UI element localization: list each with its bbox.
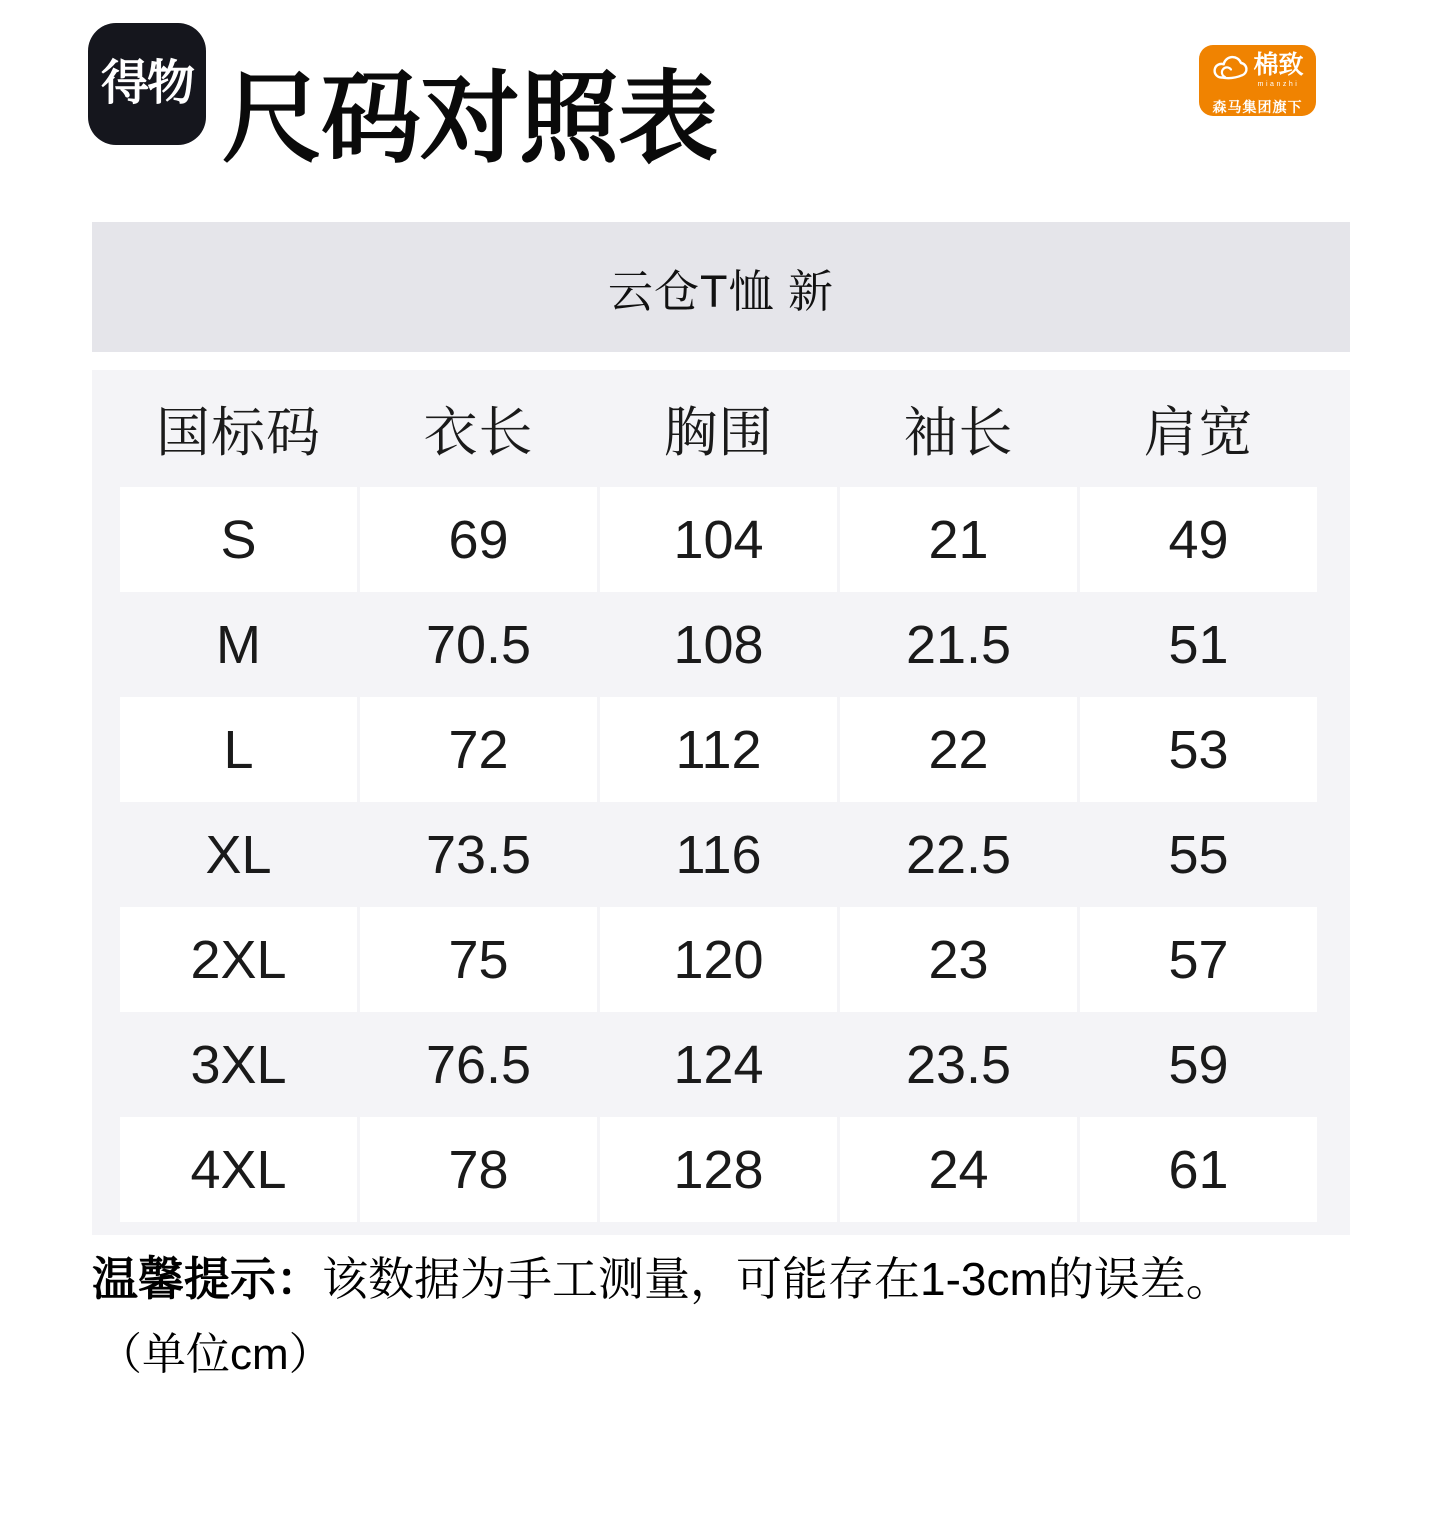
column-header-size: 国标码 <box>156 403 321 463</box>
brand-tagline: 森马集团旗下 <box>1212 99 1303 115</box>
size-table <box>92 370 1350 1235</box>
length-cell: 73.5 <box>425 824 532 885</box>
sleeve-cell: 21.5 <box>905 614 1012 675</box>
brand-name-wrap <box>1253 53 1303 88</box>
sleeve-cell: 24 <box>840 1117 1077 1222</box>
shoulder-cell: 49 <box>1080 487 1317 592</box>
brand-badge-top <box>1211 53 1303 88</box>
shoulder-cell: 51 <box>1168 614 1229 675</box>
length-cell: 76.5 <box>425 1034 532 1095</box>
note-label: 温馨提示： <box>92 1253 322 1305</box>
size-cell: XL <box>205 824 272 885</box>
chest-cell: 104 <box>600 487 837 592</box>
chest-cell: 116 <box>675 824 762 885</box>
length-cell: 69 <box>360 487 597 592</box>
shoulder-cell: 53 <box>1080 697 1317 802</box>
sleeve-cell: 21 <box>840 487 1077 592</box>
chest-cell: 128 <box>600 1117 837 1222</box>
length-cell: 72 <box>360 697 597 802</box>
brand-name-latin: mianzhi <box>1257 81 1300 88</box>
chest-cell: 112 <box>600 697 837 802</box>
size-cell: S <box>120 487 357 592</box>
length-cell: 75 <box>360 907 597 1012</box>
measurement-note <box>92 1243 1232 1309</box>
shoulder-cell: 57 <box>1080 907 1317 1012</box>
column-header-sleeve: 袖长 <box>903 403 1014 463</box>
column-header-shoulder: 肩宽 <box>1143 403 1254 463</box>
size-cell: 3XL <box>190 1034 287 1095</box>
sleeve-cell: 22 <box>840 697 1077 802</box>
dewu-logo-text: 得物 <box>100 57 193 110</box>
unit-note: （单位cm） <box>98 1330 333 1379</box>
page-title: 尺码对照表 <box>222 63 717 175</box>
brand-name: 棉致 <box>1253 51 1304 79</box>
column-header-length: 衣长 <box>423 403 534 463</box>
column-header-chest: 胸围 <box>663 403 774 463</box>
sleeve-cell: 22.5 <box>905 824 1012 885</box>
size-cell: 4XL <box>120 1117 357 1222</box>
length-cell: 78 <box>360 1117 597 1222</box>
chest-cell: 124 <box>673 1034 764 1095</box>
size-cell: M <box>216 614 261 675</box>
cloud-icon <box>1211 53 1249 88</box>
size-cell: L <box>120 697 357 802</box>
brand-badge <box>1199 45 1316 116</box>
shoulder-cell: 61 <box>1080 1117 1317 1222</box>
shoulder-cell: 59 <box>1168 1034 1229 1095</box>
sleeve-cell: 23.5 <box>905 1034 1012 1095</box>
length-cell: 70.5 <box>425 614 532 675</box>
sleeve-cell: 23 <box>840 907 1077 1012</box>
chest-cell: 108 <box>673 614 764 675</box>
shoulder-cell: 55 <box>1168 824 1229 885</box>
note-text: 该数据为手工测量，可能存在1-3cm的误差。 <box>322 1253 1232 1305</box>
chest-cell: 120 <box>600 907 837 1012</box>
size-cell: 2XL <box>120 907 357 1012</box>
product-name-band: 云仓T恤 新 <box>92 222 1350 352</box>
dewu-app-logo <box>88 23 206 145</box>
